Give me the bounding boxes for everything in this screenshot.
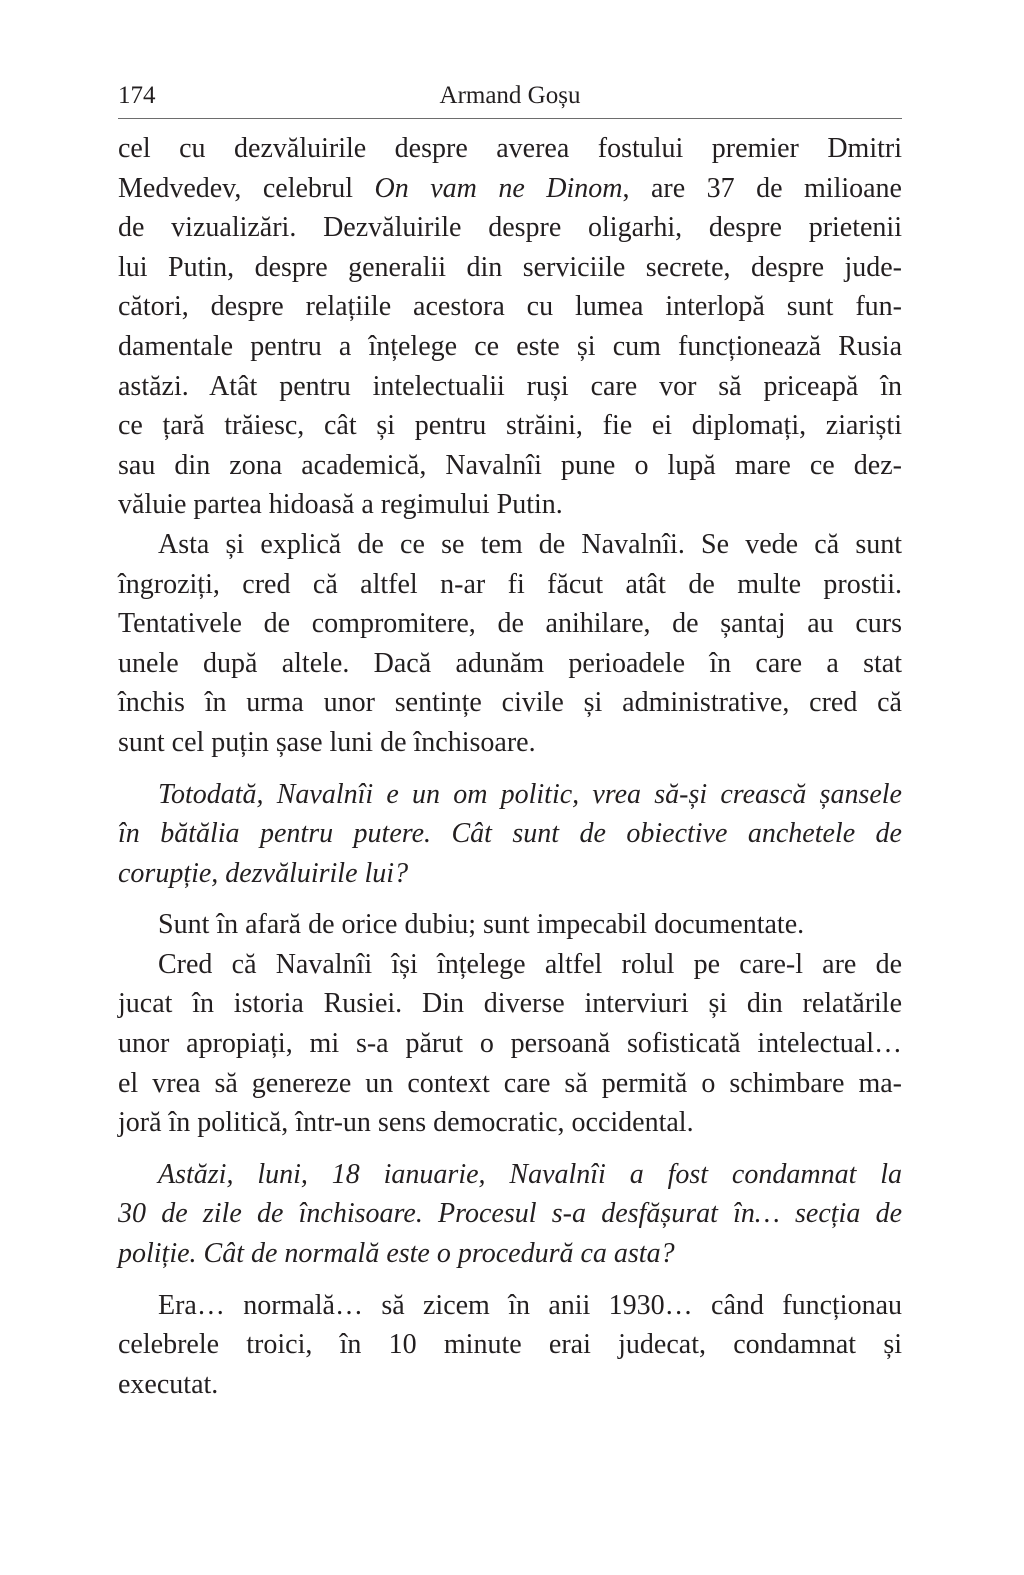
text-line: cel cu dezvăluirile despre averea fostului premier Dmitri (118, 133, 902, 164)
text-line: lui Putin, despre generalii din serviciile secrete, despre jude- (118, 251, 902, 283)
paragraph-question (118, 775, 902, 894)
text-line: jucat în istoria Rusiei. Din diverse interviuri și din relatările (118, 988, 902, 1020)
text-line: Cred că Navalnîi își înțelege altfel rolul pe care-l are de (158, 948, 902, 980)
text-line: unele după altele. Dacă adunăm perioadele în care a stat (118, 647, 902, 679)
video-title: On vam ne Dinom (374, 172, 623, 204)
paragraph-answer (118, 905, 902, 945)
text-line (118, 169, 902, 209)
text-line: unor apropiați, mi s-a părut o persoană sofisticată intelectual… (118, 1028, 902, 1060)
text-line: Asta și explică de ce se tem de Navalnîi. Se vede că sunt (158, 528, 902, 560)
paragraph-question (118, 1155, 902, 1274)
text-line: astăzi. Atât pentru intelectualii ruși care vor să priceapă în (118, 370, 902, 402)
text-line: îngroziți, cred că altfel n-ar fi făcut atât de multe prostii. (118, 568, 902, 600)
text-line: executat. (118, 1368, 219, 1400)
text-line: Tentativele de compromitere, de anihilare, de șantaj au curs (118, 608, 902, 640)
text-line: celebrele troici, în 10 minute erai judecat, condamnat și (118, 1329, 902, 1361)
text-line: de vizualizări. Dezvăluirile despre oligarhi, despre prietenii (118, 212, 902, 244)
text-fragment: Medvedev, celebrul (118, 172, 375, 204)
page-body (118, 129, 902, 1404)
text-line: în bătălia pentru putere. Cât sunt de obiective anchetele de (118, 818, 902, 850)
text-line: ce țară trăiesc, cât și pentru străini, fie ei diplomați, ziariști (118, 410, 902, 442)
paragraph-answer (118, 525, 902, 763)
text-line: Totodată, Navalnîi e un om politic, vrea să-și crească șansele (158, 778, 902, 810)
text-line: cători, despre relațiile acestora cu lumea interlopă sunt fun- (118, 291, 902, 323)
text-line: corupție, dezvăluirile lui? (118, 857, 409, 889)
spacer (118, 893, 902, 905)
spacer (118, 763, 902, 775)
text-line: sau din zona academică, Navalnîi pune o lupă mare ce dez- (118, 449, 902, 481)
text-line: poliție. Cât de normală este o procedură ca asta? (118, 1238, 675, 1270)
text-fragment: , are 37 de milioane (622, 172, 902, 204)
book-page (118, 72, 902, 1404)
page-number: 174 (118, 82, 156, 109)
running-head-author: Armand Goșu (439, 82, 581, 109)
text-line: sunt cel puțin șase luni de închisoare. (118, 726, 536, 758)
spacer (118, 1143, 902, 1155)
text-line: joră în politică, într-un sens democratic, occidental. (118, 1107, 694, 1139)
paragraph-answer (118, 1286, 902, 1405)
text-line: 30 de zile de închisoare. Procesul s-a desfășurat în… secția de (118, 1198, 902, 1230)
text-line: Era… normală… să zicem în anii 1930… când funcționau (158, 1289, 902, 1321)
text-line: damentale pentru a înțelege ce este și cum funcționează Rusia (118, 330, 902, 362)
text-line: închis în urma unor sentințe civile și administrative, cred că (118, 687, 902, 719)
text-line: el vrea să genereze un context care să permită o schimbare ma- (118, 1067, 902, 1099)
spacer (118, 1274, 902, 1286)
text-line: Sunt în afară de orice dubiu; sunt impecabil documentate. (158, 909, 805, 941)
paragraph-answer (118, 945, 902, 1143)
page-header (118, 72, 902, 119)
paragraph-answer (118, 129, 902, 525)
text-line: văluie partea hidoasă a regimului Putin. (118, 489, 563, 521)
text-line: Astăzi, luni, 18 ianuarie, Navalnîi a fost condamnat la (158, 1158, 902, 1190)
